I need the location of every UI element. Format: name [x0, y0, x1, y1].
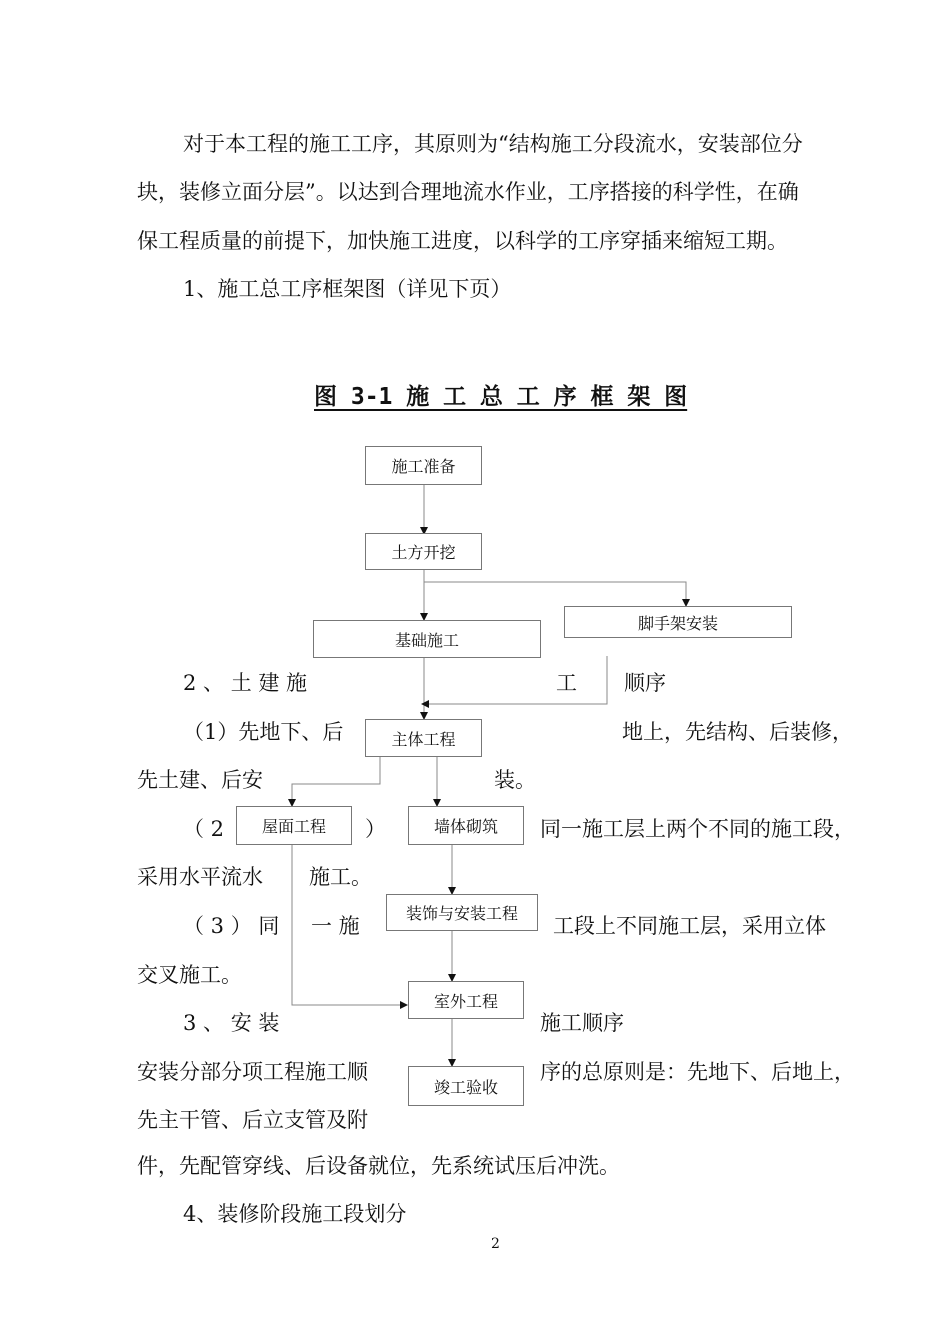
s2-point2-c: 同一施工层上两个不同的施工段， — [540, 817, 855, 841]
s2-point3-d: 交叉施工。 — [137, 963, 242, 987]
box-exterior-works: 室外工程 — [408, 981, 524, 1019]
item-4-heading: 4、装修阶段施工段划分 — [183, 1202, 407, 1226]
item-1-heading: 1、施工总工序框架图（详见下页） — [183, 277, 512, 301]
intro-line-1: 对于本工程的施工工序，其原则为“结构施工分段流水，安装部位分 — [183, 132, 803, 156]
page-number: 2 — [491, 1236, 500, 1252]
intro-line-3: 保工程质量的前提下，加快施工进度，以科学的工序穿插来缩短工期。 — [137, 229, 788, 253]
s2-point1-c: 先土建、后安 — [137, 768, 263, 792]
s2-point1-d: 装。 — [494, 768, 536, 792]
box-masonry: 墙体砌筑 — [408, 806, 524, 845]
s3-line3: 件，先配管穿线、后设备就位，先系统试压后冲洗。 — [137, 1154, 620, 1178]
section-3-heading-a: 3 、 安 装 — [183, 1011, 280, 1035]
box-decoration-install: 装饰与安装工程 — [386, 894, 538, 931]
section-2-heading-c: 顺序 — [624, 671, 666, 695]
box-construction-prep: 施工准备 — [365, 446, 482, 485]
box-earthwork: 土方开挖 — [365, 533, 482, 570]
arrow-main-to-roof — [292, 757, 380, 806]
box-foundation: 基础施工 — [313, 620, 541, 658]
s2-point1-a: （1）先地下、后 — [183, 720, 344, 744]
s2-point2-a: （ 2 — [183, 817, 225, 841]
box-scaffold-install: 脚手架安装 — [564, 606, 792, 638]
intro-line-2: 块，装修立面分层”。以达到合理地流水作业，工序搭接的科学性，在确 — [137, 180, 799, 204]
arrow-earthwork-to-scaffold — [424, 582, 686, 606]
box-roofing: 屋面工程 — [236, 806, 352, 845]
s2-point3-a: （ 3 ） 同 — [183, 914, 280, 938]
section-3-heading-b: 施工顺序 — [540, 1011, 624, 1035]
box-completion-acceptance: 竣工验收 — [408, 1066, 524, 1106]
s2-point3-b: 一 施 — [311, 914, 360, 938]
s2-point2-e: 施工。 — [309, 865, 372, 889]
s3-line1-a: 安装分部分项工程施工顺 — [137, 1060, 368, 1084]
s3-line1-b: 序的总原则是：先地下、后地上， — [540, 1060, 855, 1084]
box-main-structure: 主体工程 — [365, 719, 482, 757]
section-2-heading-b: 工 — [556, 671, 577, 695]
s2-point2-b: ） — [365, 817, 386, 841]
s2-point3-c: 工段上不同施工层，采用立体 — [553, 914, 826, 938]
s2-point2-d: 采用水平流水 — [137, 865, 263, 889]
arrow-scaffold-to-main — [422, 656, 607, 704]
s3-line2: 先主干管、后立支管及附 — [137, 1108, 368, 1132]
section-2-heading-a: 2 、 土 建 施 — [183, 671, 308, 695]
s2-point1-b: 地上，先结构、后装修， — [622, 720, 853, 744]
figure-title: 图 3-1 施 工 总 工 序 框 架 图 — [314, 384, 688, 410]
